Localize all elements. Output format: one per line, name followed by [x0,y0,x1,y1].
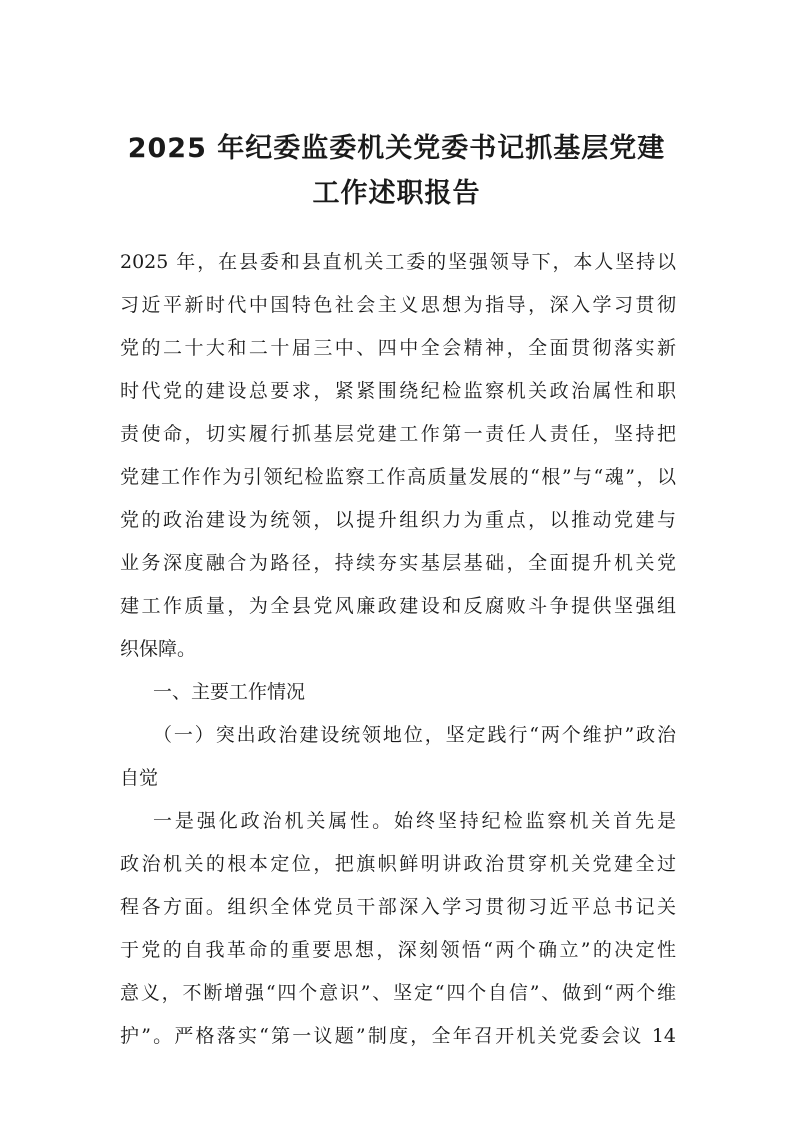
heading-line: （一）突出政治建设统领地位，坚定践行“两个维护”政治 [153,724,676,746]
title-line: 2025 年纪委监委机关党委书记抓基层党建 [127,133,666,164]
text-line: 时代党的建设总要求，紧紧围绕纪检监察机关政治属性和职 [120,380,676,402]
heading-line: 一、主要工作情况 [153,681,306,703]
document-body [120,241,676,1058]
text-line: 业务深度融合为路径，持续夯实基层基础，全面提升机关党 [120,552,676,574]
text-line: 党的二十大和二十届三中、四中全会精神，全面贯彻落实新 [120,337,676,359]
text-line: 党建工作作为引领纪检监察工作高质量发展的“根”与“魂”，以 [120,466,676,488]
text-line: 于党的自我革命的重要思想，深刻领悟“两个确立”的决定性 [120,939,676,961]
text-line: 一是强化政治机关属性。始终坚持纪检监察机关首先是 [153,810,676,832]
document-title [60,126,733,216]
section-heading [120,671,676,714]
text-line: 程各方面。组织全体党员干部深入学习贯彻习近平总书记关 [120,896,676,918]
text-line: 意义，不断增强“四个意识”、坚定“四个自信”、做到“两个维 [120,982,676,1004]
text-line: 习近平新时代中国特色社会主义思想为指导，深入学习贯彻 [120,294,676,316]
title-line: 工作述职报告 [312,178,481,209]
text-line: 党的政治建设为统领，以提升组织力为重点，以推动党建与 [120,509,676,531]
text-line: 护”。严格落实“第一议题”制度，全年召开机关党委会议 14 [120,1025,676,1047]
text-line: 2025 年，在县委和县直机关工委的坚强领导下，本人坚持以 [120,251,676,273]
text-line: 建工作质量，为全县党风廉政建设和反腐败斗争提供坚强组 [120,595,676,617]
text-line: 责使命，切实履行抓基层党建工作第一责任人责任，坚持把 [120,423,676,445]
text-line: 织保障。 [120,638,197,660]
paragraph-item [120,800,676,1058]
heading-line: 自觉 [120,767,159,789]
paragraph-intro [120,241,676,671]
subsection-heading [120,714,676,800]
text-line: 政治机关的根本定位，把旗帜鲜明讲政治贯穿机关党建全过 [120,853,676,875]
